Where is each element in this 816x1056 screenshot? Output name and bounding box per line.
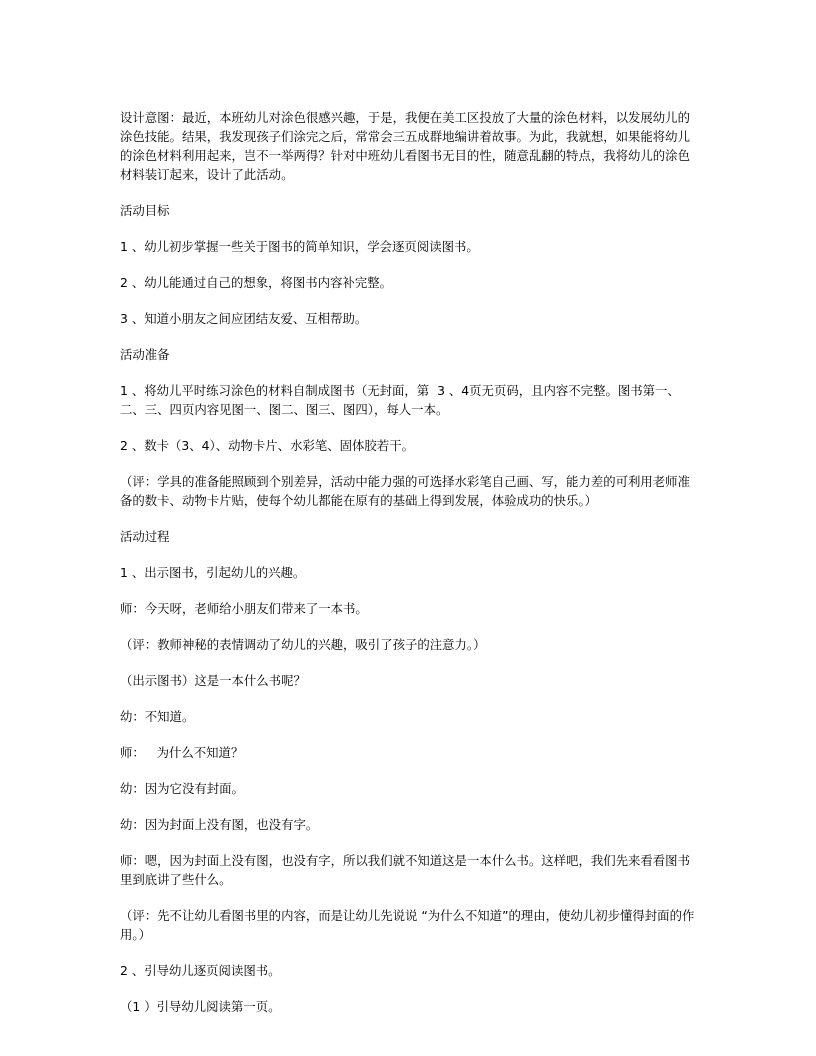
dialogue-line: 师：嗯，因为封面上没有图，也没有字，所以我们就不知道这是一本什么书。这样吧，我们先来看看图书里到底讲了些什么。 [120, 853, 690, 887]
goal-item-3: 3 、知道小朋友之间应团结友爱、互相帮助。 [120, 311, 368, 326]
section-heading-process: 活动过程 [120, 529, 170, 544]
dialogue-line: 幼：因为它没有封面。 [120, 781, 244, 796]
dialogue-line: 幼：因为封面上没有图，也没有字。 [120, 817, 319, 832]
process-step-1: 1 、出示图书，引起幼儿的兴趣。 [120, 565, 306, 580]
process-substep-1: （1 ）引导幼儿阅读第一页。 [120, 999, 281, 1014]
section-heading-goals: 活动目标 [120, 203, 170, 218]
section-heading-preparation: 活动准备 [120, 347, 170, 362]
process-step-2: 2 、引导幼儿逐页阅读图书。 [120, 963, 281, 978]
dialogue-line: （出示图书）这是一本什么书呢？ [120, 673, 306, 688]
design-intent-paragraph: 设计意图：最近，本班幼儿对涂色很感兴趣，于是，我便在美工区投放了大量的涂色材料，以发展幼儿的涂色技能。结果，我发现孩子们涂完之后，常常会三五成群地编讲着故事。为此，我就想，如果能将幼儿的涂色材料利用起来，岂不一举两得？针对中班幼儿看图书无目的性，随意乱翻的特点，我将幼儿的涂色材料装订起来，设计了此活动。 [120, 110, 690, 182]
preparation-item-2: 2 、数卡（3、4）、动物卡片、水彩笔、固体胶若干。 [120, 438, 414, 453]
document-page [120, 108, 698, 1033]
preparation-item-1: 1 、将幼儿平时练习涂色的材料自制成图书（无封面，第 3 、4页无页码，且内容不完整。图书第一、二、三、四页内容见图一、图二、图三、图四），每人一本。 [120, 383, 680, 417]
dialogue-line: 师： 为什么不知道？ [120, 745, 244, 760]
comment-paragraph: （评：教师神秘的表情调动了幼儿的兴趣，吸引了孩子的注意力。） [120, 637, 486, 652]
comment-paragraph: （评：先不让幼儿看图书里的内容，而是让幼儿先说说 “为什么不知道”的理由，使幼儿初步懂得封面的作用。） [120, 908, 695, 942]
goal-item-2: 2 、幼儿能通过自己的想象，将图书内容补完整。 [120, 275, 393, 290]
goal-item-1: 1 、幼儿初步掌握一些关于图书的简单知识，学会逐页阅读图书。 [120, 239, 479, 254]
dialogue-line: 幼：不知道。 [120, 709, 195, 724]
comment-paragraph: （评：学具的准备能照顾到个别差异，活动中能力强的可选择水彩笔自己画、写，能力差的可利用老师准备的数卡、动物卡片贴，使每个幼儿都能在原有的基础上得到发展，体验成功的快乐。） [120, 474, 690, 508]
dialogue-line: 师：今天呀，老师给小朋友们带来了一本书。 [120, 601, 368, 616]
